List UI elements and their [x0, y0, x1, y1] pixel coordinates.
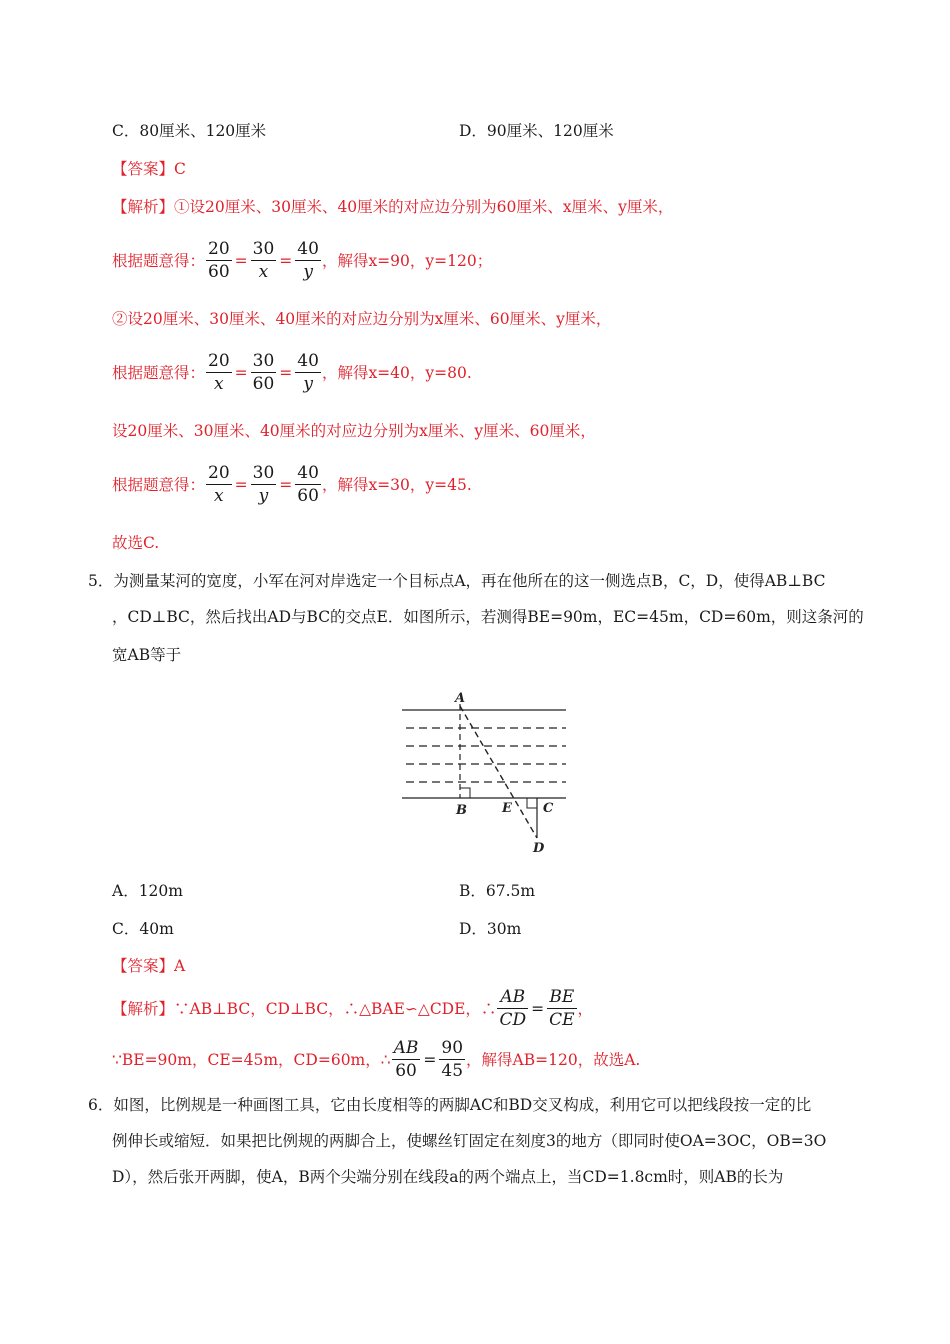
analysis-tail: ，解得AB=120，故选A.	[466, 1050, 641, 1069]
label-c: C	[543, 801, 554, 816]
q5-stem-line1: 5．为测量某河的宽度，小军在河对岸选定一个目标点A，再在他所在的这一侧选点B，C，D，使得AB⊥BC	[88, 572, 826, 590]
right-angle-b	[460, 788, 470, 798]
q4-option-c: C．80厘米、120厘米	[112, 122, 267, 140]
q4-case1-equation	[112, 238, 492, 283]
fraction: $\frac{40}{60}$	[297, 463, 319, 506]
q6-stem-line2: 例伸长或缩短．如果把比例规的两脚合上，使螺丝钉固定在刻度3的地方（即同时使OA=3OC，OB=3O	[112, 1132, 827, 1150]
fraction: $\frac{30}{x}$	[252, 239, 275, 282]
fraction: $\frac{90}{45}$	[441, 1038, 464, 1081]
river-figure	[396, 686, 576, 858]
label-e: E	[502, 801, 512, 816]
fraction: $\frac{40}{y}$	[297, 239, 319, 282]
q4-case3-equation	[112, 462, 472, 507]
q5-option-b: B．67.5m	[459, 882, 536, 900]
equals-sign: =	[234, 363, 248, 382]
fraction: $\frac{20}{x}$	[208, 351, 230, 394]
fraction: $\frac{30}{y}$	[252, 463, 275, 506]
label-a: A	[455, 691, 466, 706]
right-angle-c	[527, 798, 537, 808]
q6-stem-line1: 6．如图，比例规是一种画图工具，它由长度相等的两脚AC和BD交叉构成，利用它可以把线段按一定的比	[88, 1096, 812, 1114]
fraction: $\frac{20}{x}$	[208, 463, 230, 506]
analysis-text: ∵BE=90m，CE=45m，CD=60m，∴	[112, 1050, 391, 1069]
equals-sign: =	[531, 999, 545, 1018]
equals-sign: =	[279, 363, 293, 382]
equation-label: 根据题意得：	[112, 475, 206, 494]
fraction: $\frac{AB}{CD}$	[499, 987, 527, 1030]
q5-analysis-line1	[112, 986, 593, 1031]
equals-sign: =	[279, 475, 293, 494]
equals-sign: =	[279, 251, 293, 270]
label-b: B	[456, 803, 467, 818]
q4-option-d: D．90厘米、120厘米	[459, 122, 614, 140]
fraction: $\frac{BE}{CE}$	[549, 987, 575, 1030]
fraction: $\frac{40}{y}$	[297, 351, 319, 394]
q5-option-a: A．120m	[112, 882, 183, 900]
equals-sign: =	[234, 475, 248, 494]
q5-stem-line3: 宽AB等于	[112, 646, 182, 664]
fraction: $\frac{AB}{60}$	[393, 1038, 419, 1081]
q5-stem-line2: ，CD⊥BC，然后找出AD与BC的交点E．如图所示，若测得BE=90m，EC=45m，CD=60m，则这条河的	[112, 608, 864, 626]
q5-option-c: C．40m	[112, 920, 174, 938]
equals-sign: =	[423, 1050, 437, 1069]
label-d: D	[533, 841, 545, 856]
equation-label: 根据题意得：	[112, 363, 206, 382]
equation-label: 根据题意得：	[112, 251, 206, 270]
q4-analysis-case1: 【解析】①设20厘米、30厘米、40厘米的对应边分别为60厘米、x厘米、y厘米，	[112, 198, 674, 216]
analysis-text: 【解析】∵AB⊥BC，CD⊥BC，∴△BAE∽△CDE，∴	[112, 999, 497, 1018]
equation-result: ，解得x=90，y=120；	[321, 251, 493, 270]
analysis-tail: ，	[577, 999, 594, 1018]
q4-answer: 【答案】C	[112, 160, 186, 178]
q4-conclusion: 故选C.	[112, 534, 160, 552]
equation-result: ，解得x=40，y=80.	[321, 363, 472, 382]
q4-analysis-case3: 设20厘米、30厘米、40厘米的对应边分别为x厘米、y厘米、60厘米，	[112, 422, 596, 440]
q5-analysis-line2	[112, 1037, 640, 1082]
segment-ad	[460, 706, 537, 838]
fraction: $\frac{30}{60}$	[252, 351, 275, 394]
equals-sign: =	[234, 251, 248, 270]
q5-option-d: D．30m	[459, 920, 522, 938]
fraction: $\frac{20}{60}$	[208, 239, 230, 282]
q4-analysis-case2: ②设20厘米、30厘米、40厘米的对应边分别为x厘米、60厘米、y厘米，	[112, 310, 612, 328]
q5-answer: 【答案】A	[112, 957, 186, 975]
q6-stem-line3: D），然后张开两脚，使A，B两个尖端分别在线段a的两个端点上，当CD=1.8cm时，则AB的长为	[112, 1168, 784, 1186]
equation-result: ，解得x=30，y=45.	[321, 475, 472, 494]
q4-case2-equation	[112, 350, 472, 395]
